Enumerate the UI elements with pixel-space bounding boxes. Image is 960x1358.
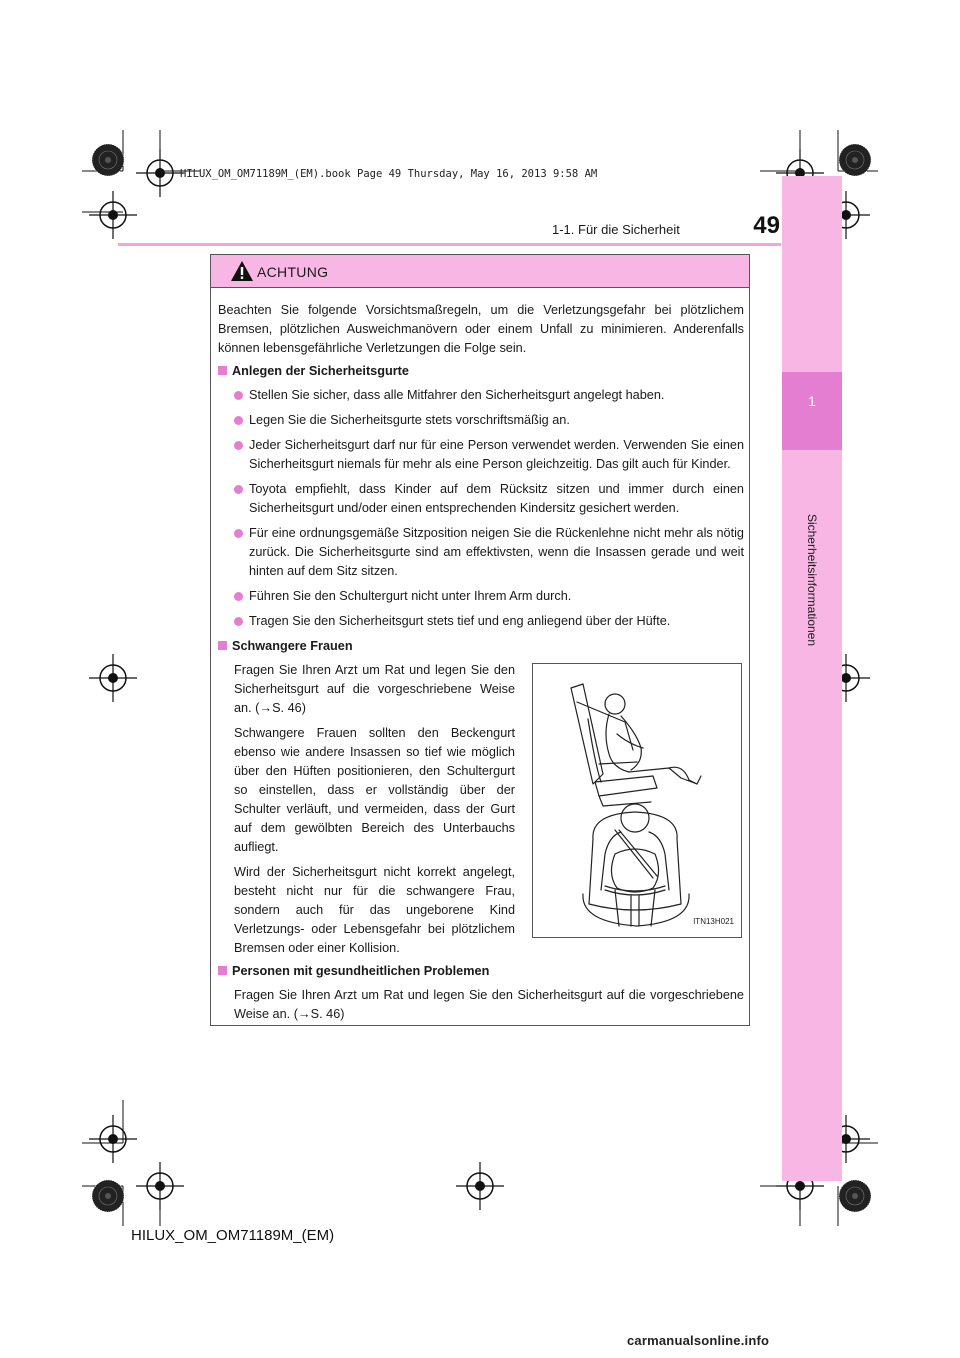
warning-title: ACHTUNG <box>257 264 329 280</box>
list-item: Stellen Sie sicher, dass alle Mitfahrer den Sicherheitsgurt angelegt haben. <box>218 386 744 405</box>
circle-bullet-icon <box>234 485 243 494</box>
circle-bullet-icon <box>234 592 243 601</box>
page-number: 49 <box>753 212 780 239</box>
footer-doc-id: HILUX_OM_OM71189M_(EM) <box>131 1227 335 1244</box>
header-rule <box>118 243 781 246</box>
warning-box <box>210 254 750 1026</box>
side-tab-chapter-block <box>782 372 842 450</box>
warning-triangle-icon <box>230 260 254 282</box>
pregnant-women-text <box>234 661 515 964</box>
warning-header <box>211 255 749 288</box>
square-bullet-icon <box>218 641 227 650</box>
list-item: Für eine ordnungsgemäße Sitzposition neigen Sie die Rückenlehne nicht mehr als nötig zurück. Die Sicherheitsgurte sind am effektivsten, wenn die Insassen gerade und weit hinten auf dem Sitz sitzen. <box>218 524 744 581</box>
section-heading: Schwangere Frauen <box>218 637 744 656</box>
list-item: Jeder Sicherheitsgurt darf nur für eine Person verwendet werden. Verwenden Sie einen Sicherheitsgurt niemals für mehr als eine Person gleichzeitig. Das gilt auch für Kinder. <box>218 436 744 474</box>
paragraph: Schwangere Frauen sollten den Beckengurt ebenso wie andere Insassen so tief wie möglich über den Hüften positionieren, den Schultergurt so einstellen, dass er vollständig über der Schulter verläuft, und vermeiden, dass der Gurt auf dem gewölbten Bereich des Unterbauchs aufliegt. <box>234 726 515 854</box>
warning-intro: Beachten Sie folgende Vorsichtsmaßregeln, um die Verletzungsgefahr bei plötzlichem Bremsen, plötzlichen Ausweichmanövern oder einem Unfall zu minimieren. Anderenfalls können lebensgefährliche Verletzungen die Folge sein. <box>218 303 744 355</box>
seatbelt-illustration <box>532 663 742 938</box>
paragraph: Wird der Sicherheitsgurt nicht korrekt angelegt, besteht nicht nur für die schwangere Frau, sondern auch für das ungeborene Kind Verletzungs- oder Lebensgefahr bei plötzlichem Bremsen oder einer Kollision. <box>234 865 515 955</box>
side-tab-strip <box>782 176 842 1181</box>
pregnant-woman-seatbelt-image <box>533 664 741 937</box>
warning-body <box>218 301 744 1030</box>
book-info-line: HILUX_OM_OM71189M_(EM).book Page 49 Thursday, May 16, 2013 9:58 AM <box>180 168 598 180</box>
section-heading: Anlegen der Sicherheitsgurte <box>218 362 744 381</box>
circle-bullet-icon <box>234 441 243 450</box>
side-tab-label: Sicherheitsinformationen <box>805 513 819 647</box>
circle-bullet-icon <box>234 416 243 425</box>
section-title: 1-1. Für die Sicherheit <box>552 222 680 237</box>
paragraph: Fragen Sie Ihren Arzt um Rat und legen Sie den Sicherheitsgurt auf die vorgeschriebene Weise an. (→S. 46) <box>234 988 744 1021</box>
circle-bullet-icon <box>234 529 243 538</box>
square-bullet-icon <box>218 966 227 975</box>
list-item: Legen Sie die Sicherheitsgurte stets vorschriftsmäßig an. <box>218 411 744 430</box>
pregnant-women-block <box>218 661 744 957</box>
figure-code: ITN13H021 <box>693 917 734 926</box>
section-heading: Personen mit gesundheitlichen Problemen <box>218 962 744 981</box>
list-item: Tragen Sie den Sicherheitsgurt stets tief und eng anliegend über der Hüfte. <box>218 612 744 631</box>
square-bullet-icon <box>218 366 227 375</box>
paragraph: Fragen Sie Ihren Arzt um Rat und legen Sie den Sicherheitsgurt auf die vorgeschriebene Weise an. (→S. 46) <box>234 663 515 715</box>
circle-bullet-icon <box>234 617 243 626</box>
watermark: carmanualsonline.info <box>627 1333 770 1348</box>
circle-bullet-icon <box>234 391 243 400</box>
list-item: Toyota empfiehlt, dass Kinder auf dem Rücksitz sitzen und immer durch einen Sicherheitsgurt und/oder einen entsprechenden Kindersitz gesichert werden. <box>218 480 744 518</box>
side-tab-chapter-number: 1 <box>808 393 816 409</box>
list-item: Führen Sie den Schultergurt nicht unter Ihrem Arm durch. <box>218 587 744 606</box>
